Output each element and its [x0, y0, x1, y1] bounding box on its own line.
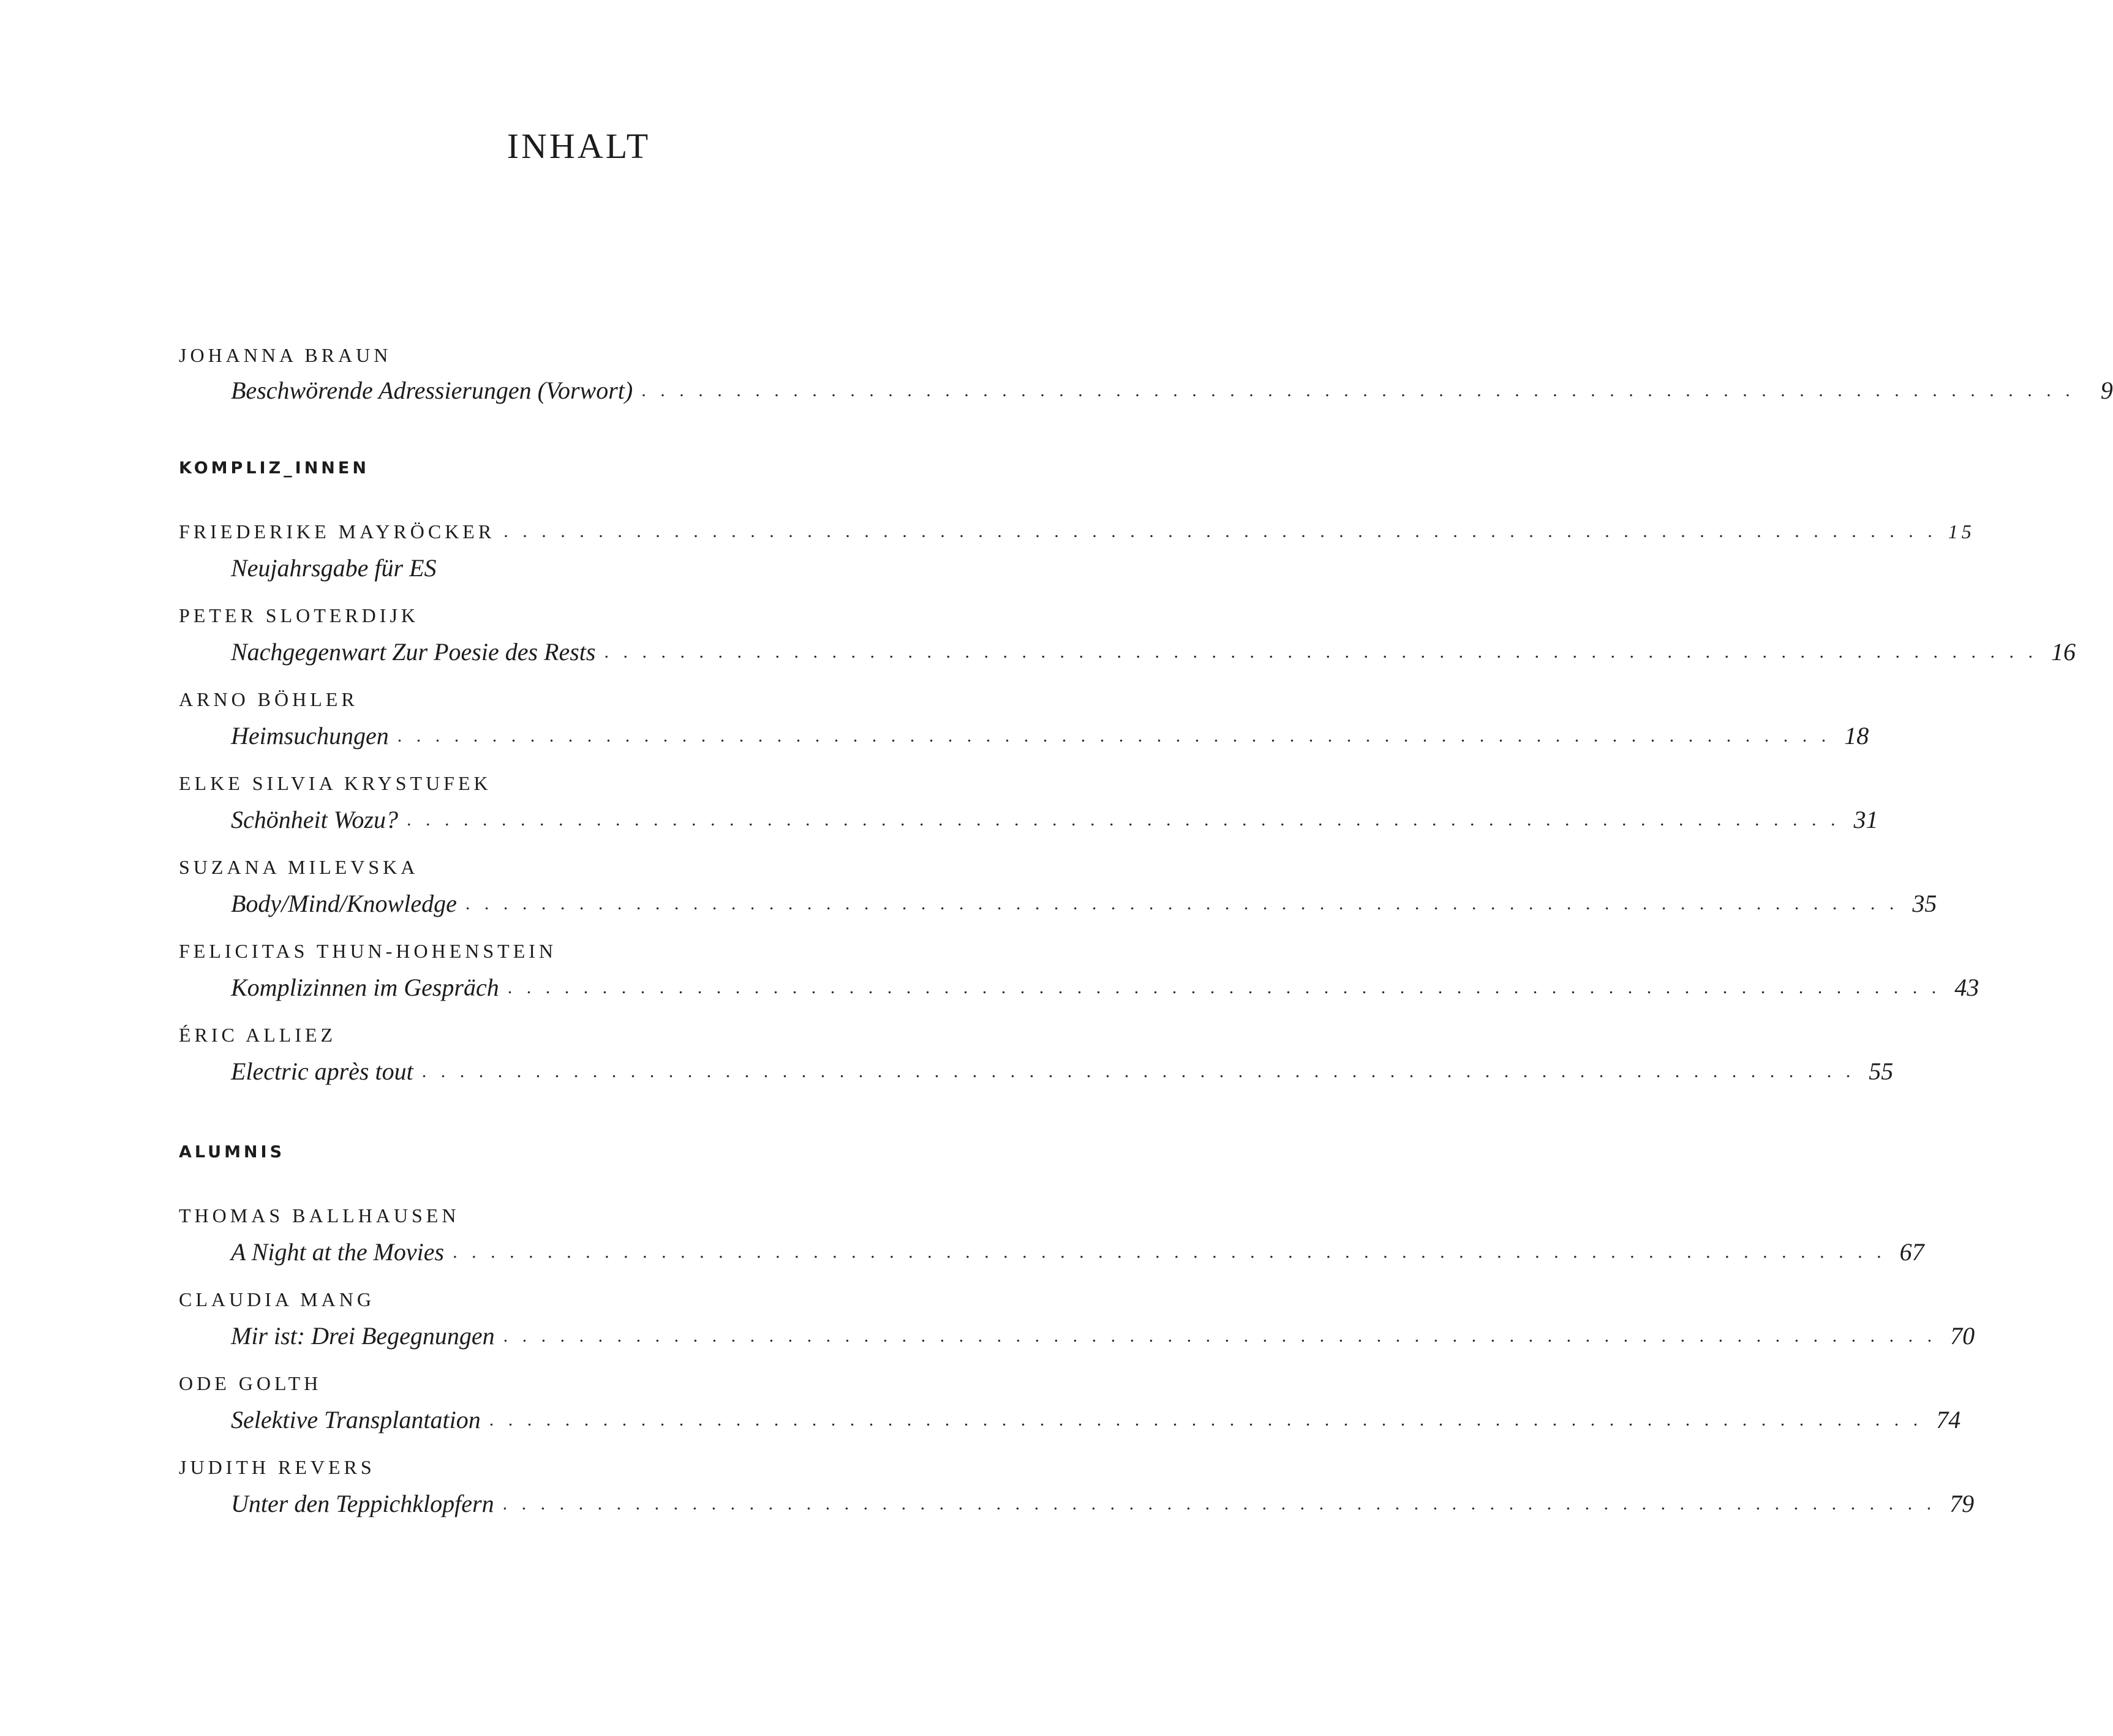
author-name: CLAUDIA MANG: [179, 1288, 375, 1310]
dot-leader: . . . . . . . . . . . . . . . . . . . . . . . . . . . . . . . . . . . . . . . . . . . . . . . . . . . . . . . . . . . . . . . . . . . . . . . . . . . .: [502, 1494, 1937, 1514]
toc-entry-title[interactable]: [179, 1231, 1924, 1274]
page-number: 55: [1869, 1058, 1894, 1085]
author-name: SUZANA MILEVSKA: [179, 856, 419, 878]
author-name: ARNO BÖHLER: [179, 688, 358, 710]
entry-title: Neujahrsgabe für ES: [231, 554, 437, 582]
toc-entry-title[interactable]: [179, 882, 1937, 925]
entry-title: A Night at the Movies: [231, 1238, 445, 1266]
entry-title: Schönheit Wozu?: [231, 806, 398, 833]
dot-leader: . . . . . . . . . . . . . . . . . . . . . . . . . . . . . . . . . . . . . . . . . . . . . . . . . . . . . . . . . . . . . . . . . . . . . . . . . . . .: [453, 1242, 1886, 1262]
page-number: 31: [1853, 806, 1878, 833]
toc-entry-title[interactable]: [179, 631, 2076, 674]
toc-entry-title[interactable]: [179, 1050, 1894, 1093]
author-name: FRIEDERIKE MAYRÖCKER: [179, 520, 495, 543]
entry-title: Beschwörende Adressierungen (Vorwort): [231, 377, 633, 404]
toc-entry-title[interactable]: [179, 1315, 1975, 1358]
toc-entry-title[interactable]: [179, 1482, 1975, 1525]
page-number: 15: [1948, 520, 1975, 543]
author-name: FELICITAS THUN-HOHENSTEIN: [179, 940, 557, 962]
page-number: 70: [1950, 1322, 1975, 1350]
page-number: 9: [2100, 377, 2113, 404]
page-title: INHALT: [507, 126, 651, 166]
dot-leader: . . . . . . . . . . . . . . . . . . . . . . . . . . . . . . . . . . . . . . . . . . . . . . . . . . . . . . . . . . . . . . . . . . . . . . . . . . . .: [604, 642, 2038, 662]
author-name: ELKE SILVIA KRYSTUFEK: [179, 772, 492, 794]
page-number: 67: [1899, 1238, 1924, 1266]
author-name: THOMAS BALLHAUSEN: [179, 1204, 460, 1227]
entry-title: Selektive Transplantation: [231, 1406, 481, 1434]
author-name: JOHANNA BRAUN: [179, 344, 392, 366]
section-heading: KOMPLIZ_INNEN: [179, 459, 369, 478]
toc-entry-title[interactable]: [179, 369, 2113, 412]
dot-leader: . . . . . . . . . . . . . . . . . . . . . . . . . . . . . . . . . . . . . . . . . . . . . . . . . . . . . . . . . . . . . . . . . . . . . . . . . . . .: [421, 1061, 1856, 1081]
author-name: ÉRIC ALLIEZ: [179, 1024, 337, 1046]
entry-title: Komplizinnen im Gespräch: [231, 974, 499, 1001]
entry-title: Unter den Teppichklopfern: [231, 1490, 494, 1517]
toc-entry-title[interactable]: [179, 715, 1869, 757]
page-number: 74: [1936, 1406, 1961, 1434]
entry-title: Body/Mind/Knowledge: [231, 890, 457, 917]
dot-leader: . . . . . . . . . . . . . . . . . . . . . . . . . . . . . . . . . . . . . . . . . . . . . . . . . . . . . . . . . . . . . . . . . . . . . . . . . . . .: [465, 893, 1899, 914]
entry-title: Mir ist: Drei Begegnungen: [231, 1322, 495, 1350]
entry-title: Electric après tout: [231, 1058, 413, 1085]
page-number: 43: [1954, 974, 1979, 1001]
dot-leader: . . . . . . . . . . . . . . . . . . . . . . . . . . . . . . . . . . . . . . . . . . . . . . . . . . . . . . . . . . . . . . . . . . . . . . . . . . . .: [503, 521, 1937, 541]
author-name: ODE GOLTH: [179, 1372, 322, 1394]
toc-entry-title[interactable]: [179, 1399, 1961, 1441]
page-number: 35: [1912, 890, 1937, 917]
page-number: 16: [2051, 638, 2076, 666]
entry-title: Nachgegenwart Zur Poesie des Rests: [231, 638, 596, 666]
entry-title: Heimsuchungen: [231, 722, 389, 750]
toc-entry-title[interactable]: [179, 798, 1878, 841]
page-number: 18: [1844, 722, 1869, 750]
author-name: JUDITH REVERS: [179, 1456, 375, 1478]
dot-leader: . . . . . . . . . . . . . . . . . . . . . . . . . . . . . . . . . . . . . . . . . . . . . . . . . . . . . . . . . . . . . . . . . . . . . . . . . . . .: [507, 977, 1942, 998]
dot-leader: . . . . . . . . . . . . . . . . . . . . . . . . . . . . . . . . . . . . . . . . . . . . . . . . . . . . . . . . . . . . . . . . . . . . . . . . . . . .: [503, 1326, 1937, 1346]
dot-leader: . . . . . . . . . . . . . . . . . . . . . . . . . . . . . . . . . . . . . . . . . . . . . . . . . . . . . . . . . . . . . . . . . . . . . . . . . . . .: [406, 810, 1840, 830]
toc-entry-title[interactable]: [179, 966, 1979, 1009]
author-name: PETER SLOTERDIJK: [179, 604, 419, 626]
dot-leader: . . . . . . . . . . . . . . . . . . . . . . . . . . . . . . . . . . . . . . . . . . . . . . . . . . . . . . . . . . . . . . . . . . . . . . . . . . . .: [489, 1410, 1923, 1430]
dot-leader: . . . . . . . . . . . . . . . . . . . . . . . . . . . . . . . . . . . . . . . . . . . . . . . . . . . . . . . . . . . . . . . . . . . . . . . . . . . .: [397, 726, 1831, 746]
toc-entry-title: [179, 547, 973, 590]
dot-leader: . . . . . . . . . . . . . . . . . . . . . . . . . . . . . . . . . . . . . . . . . . . . . . . . . . . . . . . . . . . . . . . . . . . . . . . . . . . .: [641, 380, 2075, 400]
page-number: 79: [1949, 1490, 1975, 1517]
section-heading: ALUMNIS: [179, 1143, 285, 1162]
